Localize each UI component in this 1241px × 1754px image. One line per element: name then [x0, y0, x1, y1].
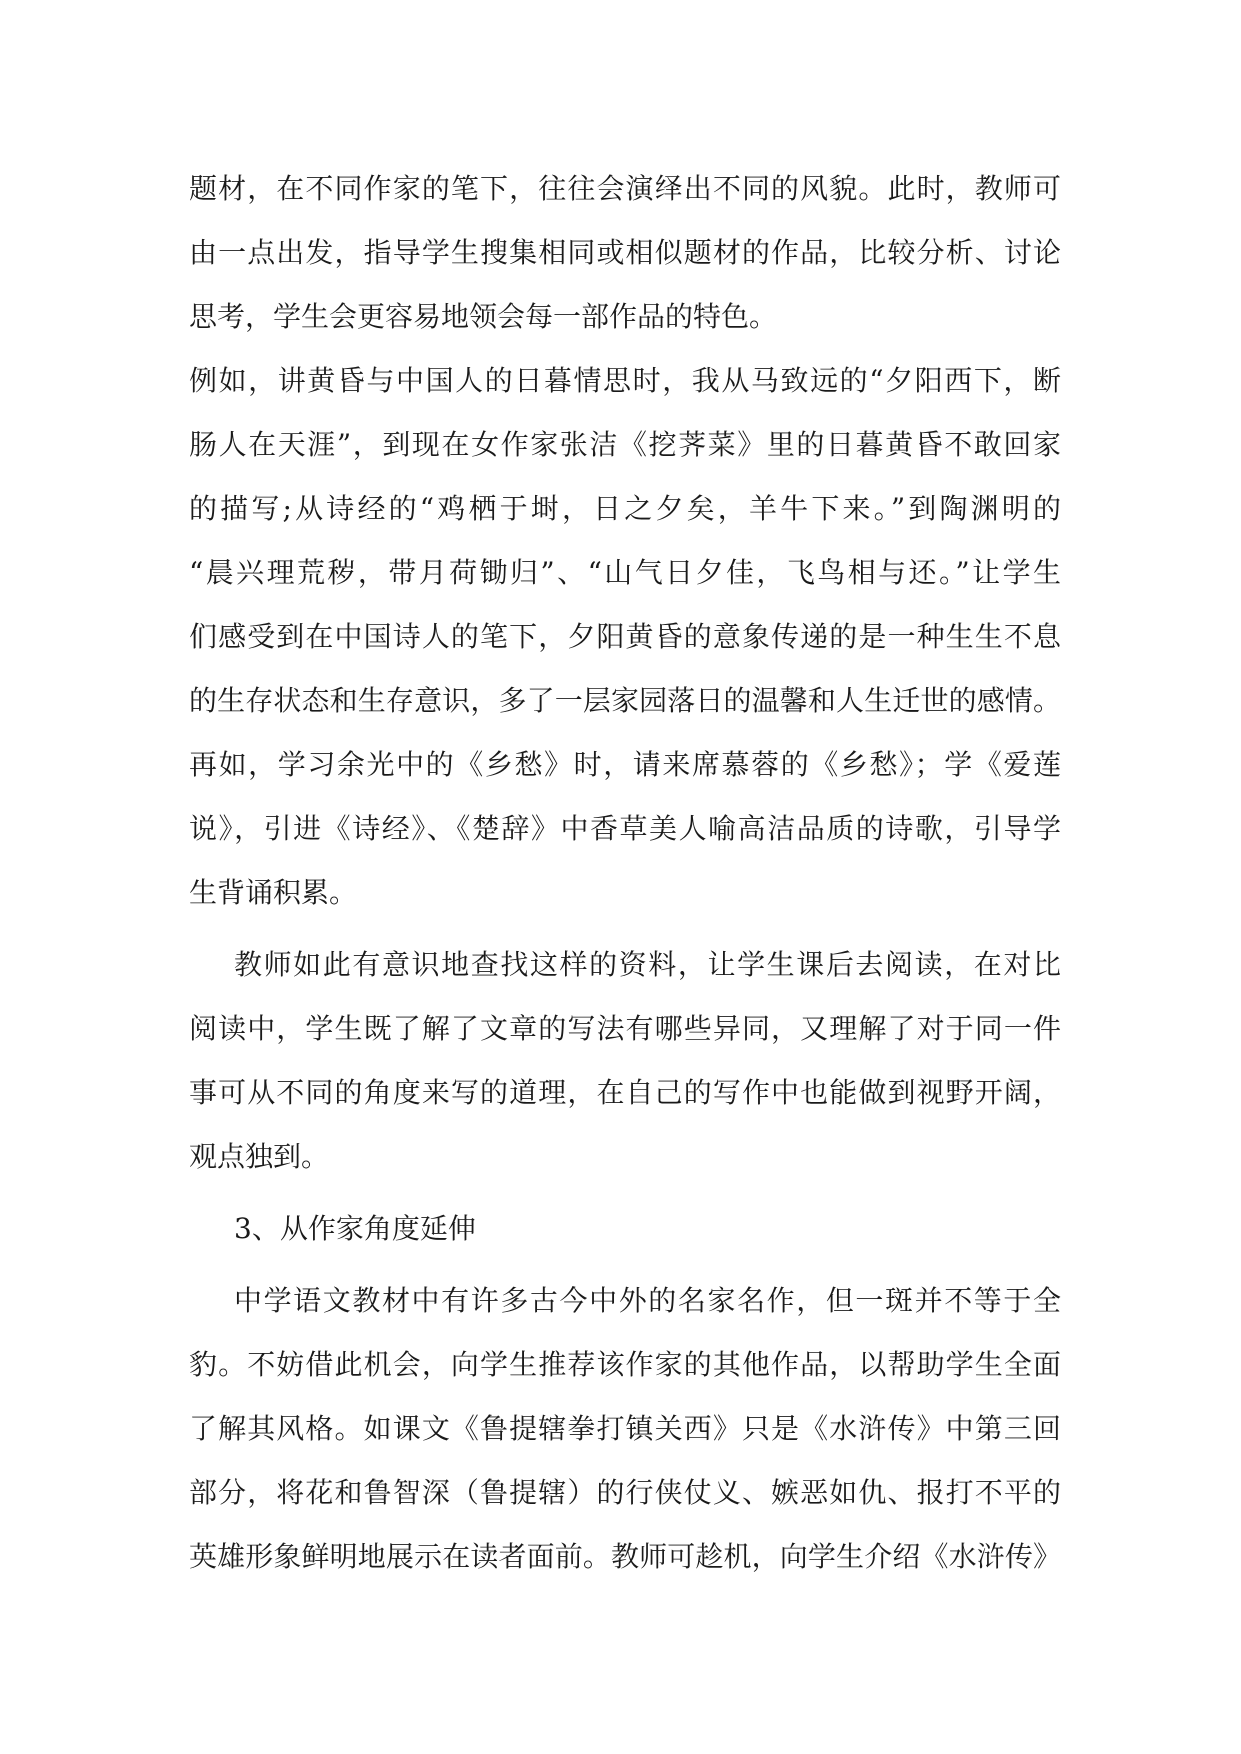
text-line: 阅读中，学生既了解了文章的写法有哪些异同，又理解了对于同一件 [189, 1012, 1061, 1045]
text-line: 部分，将花和鲁智深（鲁提辖）的行侠仗义、嫉恶如仇、报打不平的 [189, 1476, 1061, 1509]
text-line: “晨兴理荒秽，带月荷锄归”、“山气日夕佳，飞鸟相与还。”让学生 [189, 556, 1061, 589]
text-line: 思考，学生会更容易地领会每一部作品的特色。 [189, 300, 778, 333]
text-line: 的生存状态和生存意识，多了一层家园落日的温馨和人生迁世的感情。 [189, 684, 1061, 717]
text-line: 中学语文教材中有许多古今中外的名家名作，但一斑并不等于全 [234, 1284, 1061, 1317]
paragraph-2 [189, 349, 1061, 925]
text-line: 生背诵积累。 [189, 876, 358, 909]
text-line: 了解其风格。如课文《鲁提辖拳打镇关西》只是《水浒传》中第三回 [189, 1412, 1061, 1445]
text-line: 的描写;从诗经的“鸡栖于埘，日之夕矣，羊牛下来。”到陶渊明的 [189, 492, 1061, 525]
text-line: 再如，学习余光中的《乡愁》时，请来席慕蓉的《乡愁》；学《爱莲 [189, 748, 1061, 781]
text-line: 事可从不同的角度来写的道理，在自己的写作中也能做到视野开阔， [189, 1076, 1061, 1109]
text-line: 肠人在天涯”，到现在女作家张洁《挖荠菜》里的日暮黄昏不敢回家 [189, 428, 1061, 461]
text-line: 说》，引进《诗经》、《楚辞》中香草美人喻高洁品质的诗歌，引导学 [189, 812, 1061, 845]
text-line: 教师如此有意识地查找这样的资料，让学生课后去阅读，在对比 [234, 948, 1061, 981]
text-line: 由一点出发，指导学生搜集相同或相似题材的作品，比较分析、讨论 [189, 236, 1061, 269]
section-heading: 3、从作家角度延伸 [234, 1212, 476, 1245]
document-page [189, 157, 1061, 1589]
text-line: 豹。不妨借此机会，向学生推荐该作家的其他作品，以帮助学生全面 [189, 1348, 1061, 1381]
text-line: 英雄形象鲜明地展示在读者面前。教师可趁机，向学生介绍《水浒传》 [189, 1540, 1061, 1573]
paragraph-1 [189, 157, 1061, 349]
paragraph-3 [189, 933, 1061, 1189]
paragraph-4 [189, 1269, 1061, 1589]
text-line: 例如，讲黄昏与中国人的日暮情思时，我从马致远的“夕阳西下，断 [189, 364, 1061, 397]
text-line: 观点独到。 [189, 1140, 330, 1173]
text-line: 们感受到在中国诗人的笔下，夕阳黄昏的意象传递的是一种生生不息 [189, 620, 1061, 653]
text-line: 题材，在不同作家的笔下，往往会演绎出不同的风貌。此时，教师可 [189, 172, 1061, 205]
